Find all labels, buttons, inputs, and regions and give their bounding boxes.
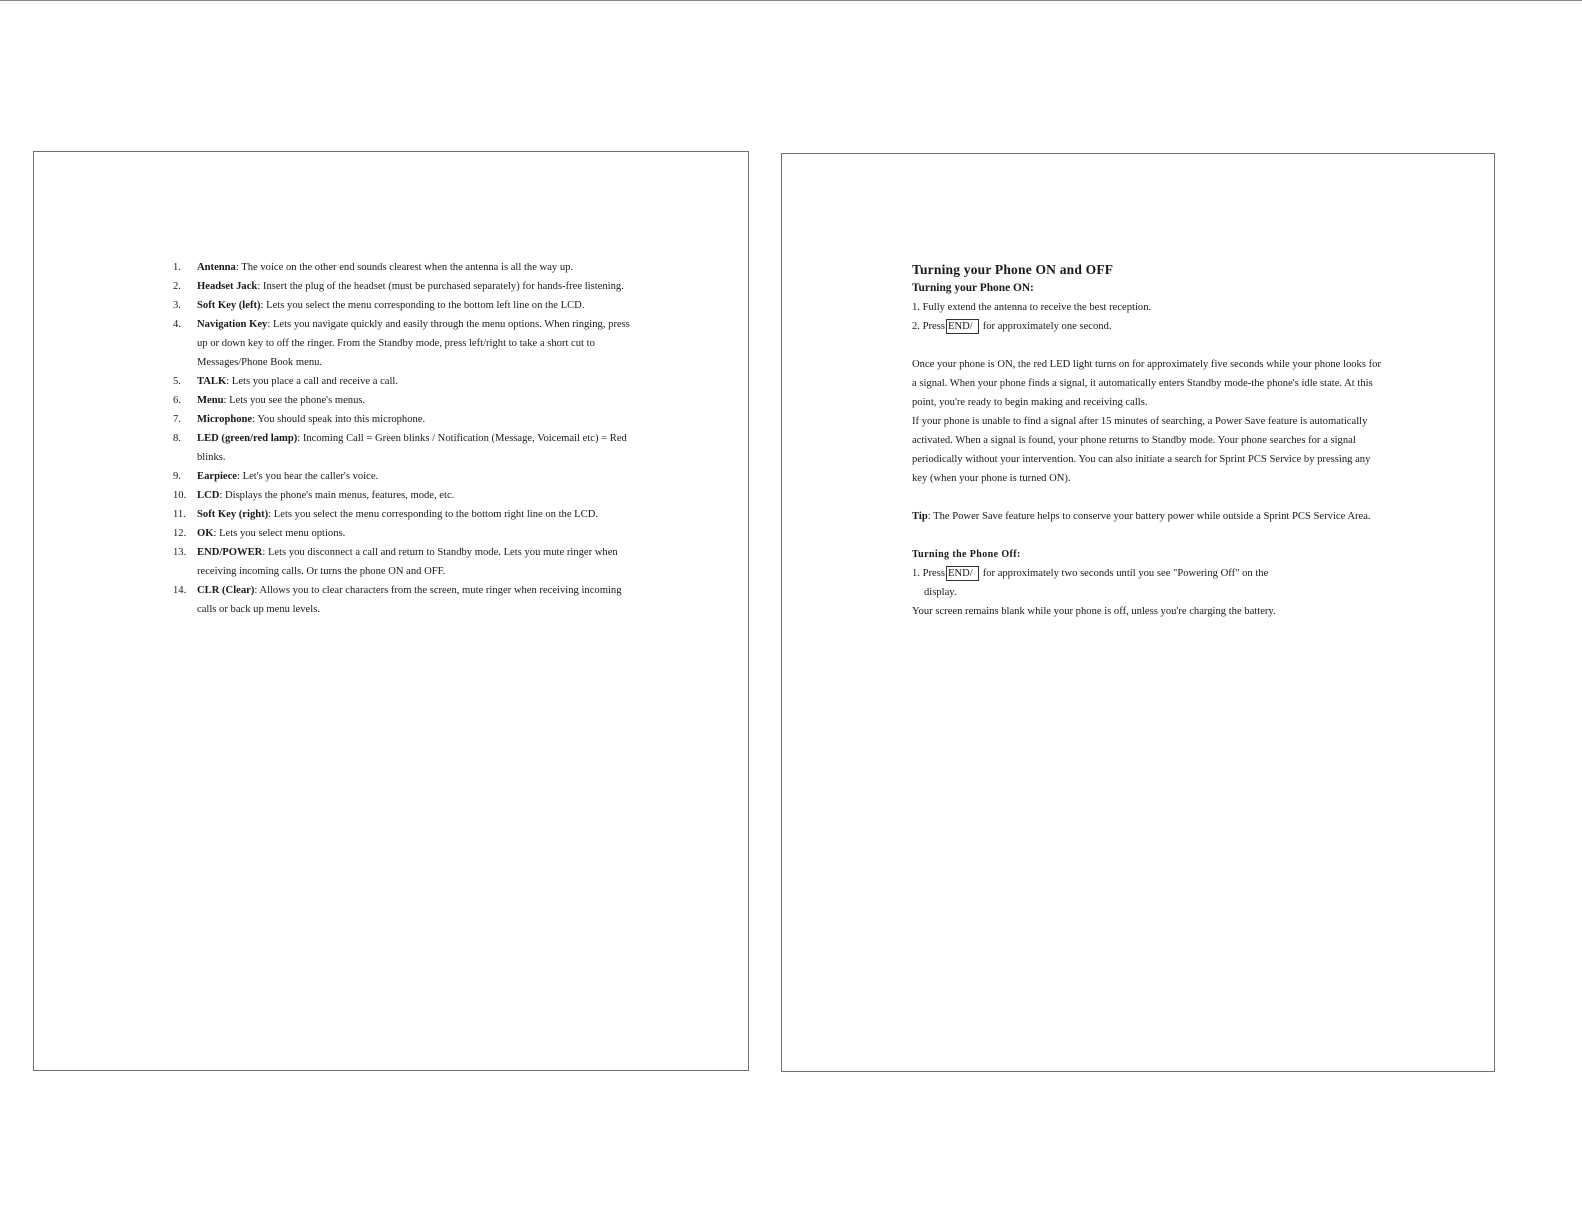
item-number: 8. <box>173 433 181 444</box>
off-step-1 <box>912 564 1382 583</box>
item-description: Lets you navigate quickly and easily through the menu options. When ringing, press up or down key to off the ringer. From the Standby mode, press left/right to take a short cut to Messages/Phone Book menu. <box>197 319 630 368</box>
on-heading: Turning your Phone ON: <box>912 282 1034 294</box>
power-save-paragraph: If your phone is unable to find a signal after 15 minutes of searching, a Power Save feature is automatically activated. When a signal is found, your phone returns to Standby mode. Your phone searches for a signal periodically without your intervention. You can also initiate a search for Sprint PCS Service by pressing any key (when your phone is turned ON). <box>912 416 1371 484</box>
item-term: Soft Key (right) <box>197 509 269 520</box>
list-item <box>173 277 633 296</box>
item-description: You should speak into this microphone. <box>257 414 426 425</box>
item-term: Navigation Key <box>197 319 268 330</box>
item-number: 13. <box>173 547 187 558</box>
on-step-1: 1. Fully extend the antenna to receive the best reception. <box>912 302 1152 313</box>
item-number: 9. <box>173 471 181 482</box>
item-separator: : <box>223 395 230 406</box>
item-separator: : <box>235 262 242 273</box>
item-term: LCD <box>197 490 220 501</box>
on-step-2-prefix: 2. Press <box>912 321 945 332</box>
item-number: 11. <box>173 509 186 520</box>
item-number: 12. <box>173 528 187 539</box>
item-term: OK <box>197 528 214 539</box>
item-description: Incoming Call = Green blinks / Notification (Message, Voicemail etc) = Red blinks. <box>197 433 627 463</box>
off-heading: Turning the Phone Off: <box>912 549 1021 560</box>
item-description: The voice on the other end sounds clearest when the antenna is all the way up. <box>241 262 574 273</box>
item-number: 4. <box>173 319 181 330</box>
item-term: TALK <box>197 376 227 387</box>
off-step-continuation: display. <box>924 587 957 598</box>
item-number: 14. <box>173 585 187 596</box>
end-key-label: END/ <box>946 566 979 581</box>
list-item <box>173 543 633 581</box>
item-term: Soft Key (left) <box>197 300 261 311</box>
item-description: Lets you see the phone's menus. <box>229 395 366 406</box>
item-description: Lets you place a call and receive a call. <box>231 376 399 387</box>
end-key-label: END/ <box>946 319 979 334</box>
item-number: 10. <box>173 490 187 501</box>
item-number: 1. <box>173 262 181 273</box>
item-separator: : <box>257 281 263 292</box>
list-item <box>173 505 633 524</box>
list-item <box>173 391 633 410</box>
right-page <box>781 153 1495 1072</box>
list-item <box>173 486 633 505</box>
item-term: Menu <box>197 395 224 406</box>
item-description: Lets you disconnect a call and return to Standby mode. Lets you mute ringer when receiving incoming calls. Or turns the phone ON and OFF. <box>197 547 618 577</box>
item-number: 2. <box>173 281 181 292</box>
item-number: 3. <box>173 300 181 311</box>
left-page <box>33 151 749 1071</box>
item-number: 6. <box>173 395 181 406</box>
list-item <box>173 581 633 619</box>
spacer <box>912 526 1382 545</box>
spacer <box>912 488 1382 507</box>
item-separator: : <box>297 433 303 444</box>
on-step-2 <box>912 317 1382 336</box>
standby-paragraph: Once your phone is ON, the red LED light turns on for approximately five seconds while your phone looks for a signal. When your phone finds a signal, it automatically enters Standby mode-the phone's idle state. At this point, you're ready to begin making and receiving calls. <box>912 359 1381 408</box>
item-separator: : <box>267 319 273 330</box>
tip-text: : The Power Save feature helps to conserve your battery power while outside a Sprint PCS Service Area. <box>927 511 1371 522</box>
item-term: END/POWER <box>197 547 263 558</box>
item-separator: : <box>226 376 232 387</box>
top-border-line <box>0 0 1582 1</box>
list-item <box>173 315 633 372</box>
on-step-2-suffix: for approximately one second. <box>982 321 1112 332</box>
power-instructions <box>912 260 1382 621</box>
off-step-suffix: for approximately two seconds until you see "Powering Off" on the <box>982 568 1269 579</box>
list-item <box>173 410 633 429</box>
item-separator: : <box>237 471 243 482</box>
item-description: Lets you select menu options. <box>219 528 346 539</box>
item-description: Displays the phone's main menus, features, mode, etc. <box>224 490 455 501</box>
list-item <box>173 372 633 391</box>
off-step-prefix: 1. Press <box>912 568 945 579</box>
tip-label: Tip <box>912 511 928 522</box>
item-term: CLR (Clear) <box>197 585 255 596</box>
item-description: Lets you select the menu corresponding to the bottom right line on the LCD. <box>273 509 599 520</box>
item-description: Allows you to clear characters from the screen, mute ringer when receiving incoming calls or back up menu levels. <box>197 585 622 615</box>
item-term: Headset Jack <box>197 281 258 292</box>
list-item <box>173 524 633 543</box>
item-number: 5. <box>173 376 181 387</box>
list-item <box>173 467 633 486</box>
item-term: Earpiece <box>197 471 238 482</box>
item-separator: : <box>213 528 220 539</box>
item-separator: : <box>262 547 268 558</box>
spacer <box>912 336 1382 355</box>
list-item <box>173 429 633 467</box>
closing-note: Your screen remains blank while your phone is off, unless you're charging the battery. <box>912 606 1276 617</box>
section-title: Turning your Phone ON and OFF <box>912 262 1114 277</box>
item-separator: : <box>252 414 258 425</box>
item-term: LED (green/red lamp) <box>197 433 298 444</box>
tip-paragraph <box>912 507 1382 526</box>
item-description: Let's you hear the caller's voice. <box>242 471 379 482</box>
component-list <box>173 258 633 619</box>
item-separator: : <box>260 300 267 311</box>
item-term: Microphone <box>197 414 253 425</box>
item-description: Insert the plug of the headset (must be purchased separately) for hands-free listening. <box>262 281 624 292</box>
item-separator: : <box>254 585 260 596</box>
item-separator: : <box>268 509 274 520</box>
item-number: 7. <box>173 414 181 425</box>
item-description: Lets you select the menu corresponding to the bottom left line on the LCD. <box>266 300 585 311</box>
item-separator: : <box>219 490 225 501</box>
list-item <box>173 258 633 277</box>
list-item <box>173 296 633 315</box>
item-term: Antenna <box>197 262 236 273</box>
